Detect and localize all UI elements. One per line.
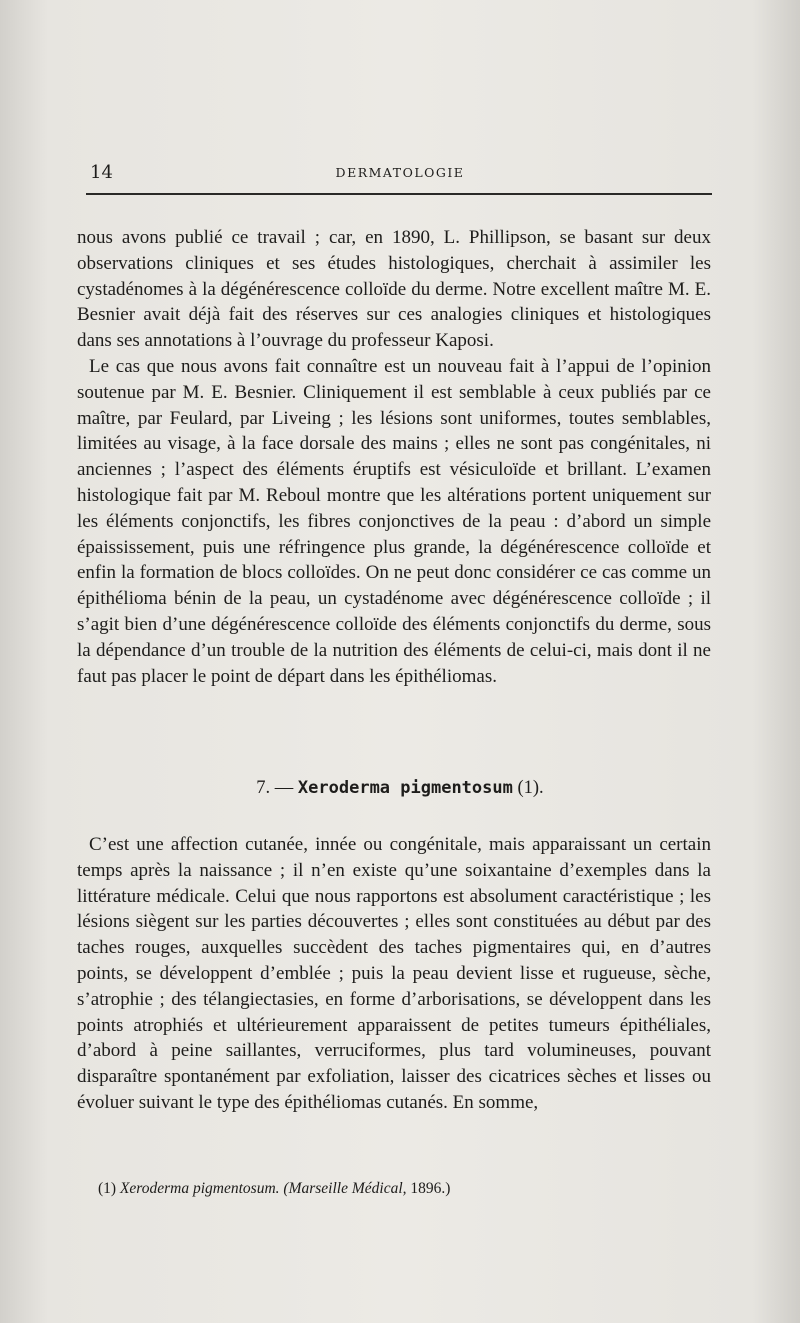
paragraph-1: nous avons publié ce travail ; car, en 1890, L. Phillipson, se basant sur deux observations cliniques et ses études histologiques, cherchait à assimiler les cystadénomes à la dégénérescence colloïde du derme. Notre excellent maître M. E. Besnier avait déjà fait des réserves sur ces analogies cliniques et histologiques dans ses annotations à l’ouvrage du professeur Kaposi. xyxy=(77,227,711,352)
lower-text xyxy=(77,832,711,1116)
section-footnote-ref: (1). xyxy=(517,778,544,798)
footnote-source: (Marseille Médical, xyxy=(283,1180,407,1197)
footnote-marker: (1) xyxy=(98,1180,117,1197)
section-heading xyxy=(0,778,800,799)
section-number: 7. — xyxy=(256,778,294,798)
paragraph-2: Le cas que nous avons fait connaître est un nouveau fait à l’appui de l’opinion soutenue par M. E. Besnier. Cliniquement il est semblable à ceux publiés par ce maître, par Feulard, par Liveing ; les lésions sont uniformes, toutes semblables, limitées au visage, à la face dorsale des mains ; elles ne sont pas congénitales, ni anciennes ; l’aspect des éléments éruptifs est vésiculoïde et brillant. L’examen histologique fait par M. Reboul montre que les altérations portent uniquement sur les éléments conjonctifs, les fibres conjonctives de la peau : d’abord un simple épaississement, puis une réfringence plus grande, la dégénérescence colloïde et enfin la formation de blocs colloïdes. On ne peut donc considérer ce cas comme un épithélioma bénin de la peau, un cystadénome avec dégénérescence colloïde ; il s’agit bien d’une dégénérescence colloïde des éléments conjonctifs du derme, sous la dépendance d’un trouble de la nutrition des éléments de celui-ci, mais dont il ne faut pas placer le point de départ dans les épithéliomas. xyxy=(77,355,711,687)
section-title: Xeroderma pigmentosum xyxy=(297,778,513,798)
header-rule xyxy=(86,193,712,195)
upper-text xyxy=(77,225,711,689)
paragraph-3: C’est une affection cutanée, innée ou congénitale, mais apparaissant un certain temps après la naissance ; il n’en existe qu’une soixantaine d’exemples dans la littérature médicale. Celui que nous rapportons est absolument caractéristique ; les lésions siègent sur les parties découvertes ; elles sont constituées au début par des taches rouges, auxquelles succèdent des taches pigmentaires qui, en d’autres points, se développent d’emblée ; puis la peau devient lisse et rugueuse, sèche, s’atrophie ; des télangiectasies, en forme d’arborisations, se développent dans les points atrophiés et ultérieurement apparaissent de petites tumeurs épithéliales, d’abord à peine saillantes, verruciformes, plus tard volumineuses, pouvant disparaître spontanément par exfoliation, laisser des cicatrices sèches et lisses ou évoluer suivant le type des épithéliomas cutanés. En somme, xyxy=(77,834,711,1113)
footnote xyxy=(98,1180,450,1198)
footnote-title: Xeroderma pigmentosum. xyxy=(119,1180,280,1197)
footnote-year: 1896.) xyxy=(410,1180,451,1197)
page-number: 14 xyxy=(90,162,113,183)
page-header xyxy=(88,160,712,188)
running-head: DERMATOLOGIE xyxy=(335,165,465,180)
